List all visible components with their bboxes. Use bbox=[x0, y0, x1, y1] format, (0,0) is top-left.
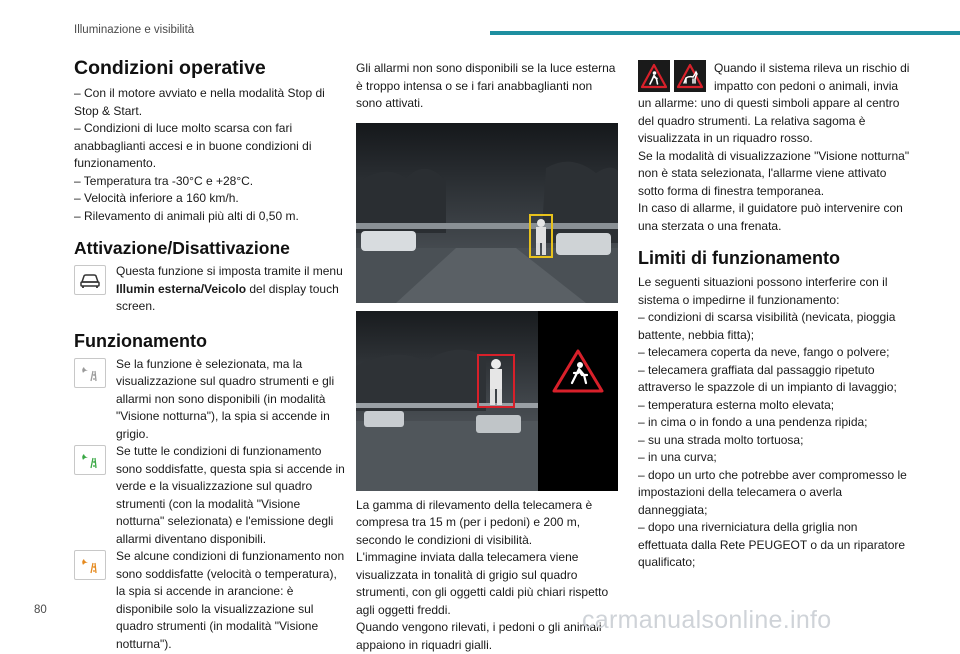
heading-condizioni: Condizioni operative bbox=[74, 57, 266, 79]
heading-funzionamento: Funzionamento bbox=[74, 330, 207, 351]
list-item: – telecamera graffiata dal passaggio ripetuto attraverso le spazzole di un impianto di lavaggio; bbox=[638, 362, 897, 394]
list-item: – Velocità inferiore a 160 km/h. bbox=[74, 191, 239, 205]
paragraph: Le seguenti situazioni possono interferire con il sistema o impedirne il funzionamento: bbox=[638, 275, 888, 307]
thermal-image-pedestrian bbox=[356, 123, 618, 303]
list-item: – in una curva; bbox=[638, 450, 717, 464]
list-item: – dopo una riverniciatura della griglia non effettuata dalla Rete PEUGEOT o da un riparatore qualificato; bbox=[638, 520, 906, 569]
funz-orange: Se alcune condizioni di funzionamento non sono soddisfatte (velocità o temperatura), la spia si accende in arancione: è disponibile solo la visualizzazione sul quadro strumenti (in modalità "Visione notturna"). bbox=[74, 548, 346, 653]
list-item: – Rilevamento di animali più alti di 0,50 m. bbox=[74, 208, 299, 223]
alert-block bbox=[638, 60, 910, 148]
paragraph: La gamma di rilevamento della telecamera è compresa tra 15 m (per i pedoni) e 200 m, secondo le condizioni di visibilità. bbox=[356, 497, 593, 547]
heading-attivazione: Attivazione/Disattivazione bbox=[74, 238, 290, 258]
thermal-image-alert bbox=[356, 311, 618, 491]
paragraph: In caso di allarme, il guidatore può intervenire con una sterzata o una frenata. bbox=[638, 201, 903, 233]
section-title: Illuminazione e visibilità bbox=[74, 24, 195, 36]
night-vision-grey-icon bbox=[74, 358, 106, 388]
list-item: – Temperatura tra -30°C e +28°C. bbox=[74, 173, 254, 188]
menu-path: Illumin esterna/Veicolo bbox=[116, 281, 247, 296]
animal-warning-icon bbox=[674, 60, 706, 92]
list-item: – Con il motore avviato e nella modalità Stop di Stop & Start. bbox=[74, 86, 325, 118]
attivazione-block bbox=[74, 263, 346, 316]
page-number: 80 bbox=[34, 604, 47, 616]
list-item: – telecamera coperta da neve, fango o polvere; bbox=[638, 345, 890, 359]
list-item: – dopo un urto che potrebbe aver compromesso le impostazioni della telecamera o averla danneggiata; bbox=[638, 467, 907, 517]
list-item: – in cima o in fondo a una pendenza ripida; bbox=[638, 415, 868, 429]
list-item: – temperatura esterna molto elevata; bbox=[638, 397, 835, 412]
funz-green: Se tutte le condizioni di funzionamento sono soddisfatte, questa spia si accende in verde e la visualizzazione sul quadro strumenti (con la modalità "Visione notturna" selezionata) e l'emissione degli allarmi diventano disponibili. bbox=[74, 443, 346, 548]
attivazione-text: Questa funzione si imposta tramite il menu Illumin esterna/Veicolo del display touch screen. bbox=[116, 264, 343, 313]
paragraph: Quando vengono rilevati, i pedoni o gli animali appaiono in riquadri gialli. bbox=[356, 620, 602, 652]
list-item: – su una strada molto tortuosa; bbox=[638, 432, 804, 447]
night-vision-green-icon bbox=[74, 445, 106, 475]
column-middle bbox=[356, 60, 618, 654]
column-left bbox=[74, 56, 346, 653]
list-item: – Condizioni di luce molto scarsa con fari anabbaglianti accesi e in buone condizioni di funzionamento. bbox=[74, 121, 312, 170]
heading-limiti: Limiti di funzionamento bbox=[638, 248, 840, 268]
funz-grey: Se la funzione è selezionata, ma la visualizzazione sul quadro strumenti e gli allarmi non sono disponibili (in modalità "Visione notturna"), la spia si accende in grigio. bbox=[74, 356, 346, 444]
night-vision-orange-icon bbox=[74, 550, 106, 580]
watermark: carmanualsonline.info bbox=[582, 606, 832, 634]
paragraph: L'immagine inviata dalla telecamera viene visualizzata in tonalità di grigio sul quadro strumenti, con gli oggetti caldi più chiari rispetto agli oggetti freddi. bbox=[356, 550, 609, 617]
list-item: – condizioni di scarsa visibilità (nevicata, pioggia battente, nebbia fitta); bbox=[638, 310, 896, 342]
paragraph: Quando il sistema rileva un rischio di impatto con pedoni o animali, invia un allarme: uno di questi simboli appare al centro del quadro strumenti. La relativa sagoma è visualizzata in un riquadro rosso. bbox=[638, 61, 910, 145]
paragraph: Se la modalità di visualizzazione "Visione notturna" non è stata selezionata, l'allarme viene attivato sotto forma di finestra temporanea. bbox=[638, 148, 910, 198]
car-icon bbox=[74, 265, 106, 295]
pedestrian-warning-icon bbox=[638, 60, 670, 92]
header-accent-bar bbox=[490, 31, 960, 35]
paragraph: Gli allarmi non sono disponibili se la luce esterna è troppo intensa o se i fari anabbaglianti non sono attivati. bbox=[356, 61, 616, 110]
warning-icons bbox=[638, 60, 706, 92]
column-right bbox=[638, 60, 910, 572]
